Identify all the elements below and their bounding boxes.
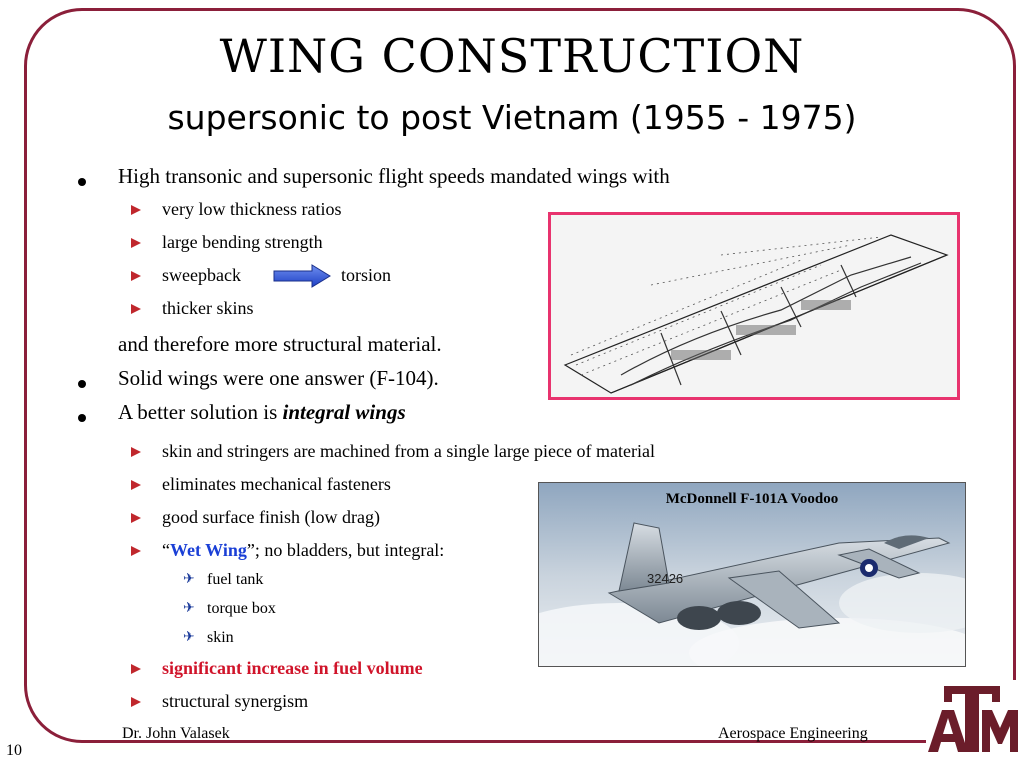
sub-bullet-wet-wing: “Wet Wing”; no bladders, but integral: [162, 540, 445, 560]
wing-cutaway-drawing [551, 215, 957, 397]
bullet-3-text: A better solution is integral wings [118, 400, 406, 424]
sub-bullet-machined: skin and stringers are machined from a single large piece of material [162, 441, 655, 461]
torsion-label: torsion [341, 265, 392, 285]
sub-bullet-finish: good surface finish (low drag) [162, 507, 380, 527]
wet-item-skin: skin [207, 629, 234, 646]
bullet-2-text: Solid wings were one answer (F-104). [118, 366, 439, 390]
arrow-bullet-icon [131, 513, 141, 523]
arrow-bullet-icon [131, 664, 141, 674]
arrow-bullet-icon [131, 238, 141, 248]
voodoo-photo [538, 482, 966, 667]
arrow-bullet-icon [131, 697, 141, 707]
bullet-1-tail: and therefore more structural material. [118, 332, 442, 356]
page-number: 10 [6, 742, 22, 759]
atm-logo-icon [926, 680, 1018, 760]
wing-structure-image [548, 212, 960, 400]
arrow-bullet-icon [131, 271, 141, 281]
arrow-bullet-icon [131, 480, 141, 490]
sub-bullet-thickness: very low thickness ratios [162, 199, 342, 219]
bullet-dot [78, 380, 86, 388]
photo-caption: McDonnell F-101A Voodoo [665, 491, 839, 507]
sub-bullet-synergism: structural synergism [162, 691, 309, 711]
wet-item-torque-box: torque box [207, 600, 276, 617]
sub-bullet-sweepback: sweepback [162, 265, 241, 285]
airplane-icon: ✈ [183, 601, 195, 616]
footer-author: Dr. John Valasek [122, 725, 230, 742]
sub-bullet-fuel-volume: significant increase in fuel volume [162, 658, 423, 678]
arrow-bullet-icon [131, 205, 141, 215]
airplane-icon: ✈ [183, 630, 195, 645]
arrow-bullet-icon [131, 546, 141, 556]
arrow-bullet-icon [131, 447, 141, 457]
arrow-bullet-icon [131, 304, 141, 314]
right-arrow-icon [272, 264, 332, 288]
tail-number: 32426 [647, 571, 684, 586]
sub-bullet-fasteners: eliminates mechanical fasteners [162, 474, 391, 494]
airplane-icon: ✈ [183, 572, 195, 587]
aircraft-photo-drawing [539, 483, 966, 667]
bullet-1-text: High transonic and supersonic flight speeds mandated wings with [118, 164, 670, 188]
wet-item-fuel-tank: fuel tank [207, 571, 264, 588]
bullet-dot [78, 178, 86, 186]
bullet-dot [78, 414, 86, 422]
slide-subtitle: supersonic to post Vietnam (1955 - 1975) [167, 98, 857, 137]
slide-title: WING CONSTRUCTION [219, 29, 805, 83]
footer-department: Aerospace Engineering [718, 725, 868, 742]
sub-bullet-bending: large bending strength [162, 232, 323, 252]
sub-bullet-skins: thicker skins [162, 298, 254, 318]
